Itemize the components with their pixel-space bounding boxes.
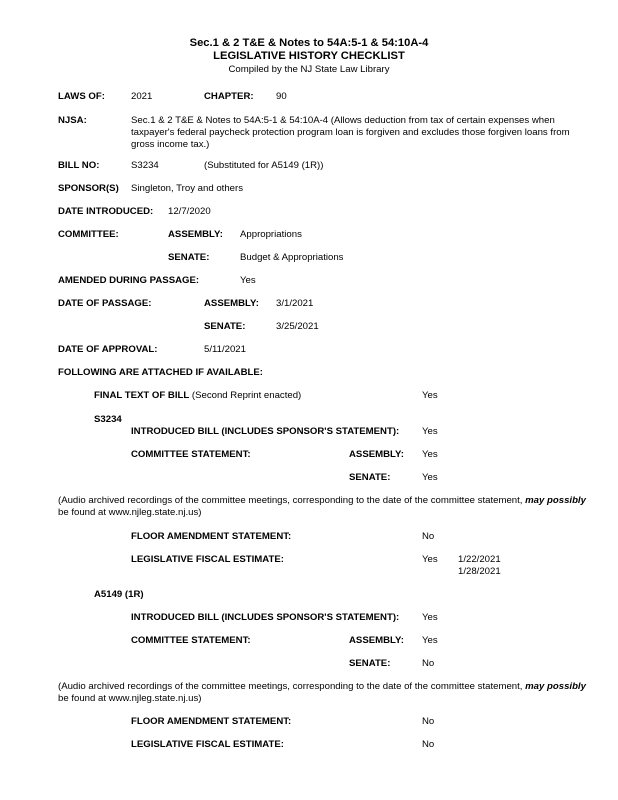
- s-introduced-value: Yes: [422, 426, 438, 437]
- bill-no-label: BILL NO:: [58, 160, 100, 171]
- s-bill-heading: S3234: [94, 414, 122, 425]
- bill-no-value: S3234: [131, 160, 159, 171]
- s-committee-label: COMMITTEE STATEMENT:: [131, 449, 251, 460]
- s-floor-label: FLOOR AMENDMENT STATEMENT:: [131, 531, 292, 542]
- committee-assembly-value: Appropriations: [240, 229, 302, 240]
- chapter-value: 90: [276, 91, 287, 102]
- s-committee-assembly-value: Yes: [422, 449, 438, 460]
- a-fiscal-value: No: [422, 739, 435, 750]
- a-committee-assembly-label: ASSEMBLY:: [349, 635, 404, 646]
- bill-no-note: (Substituted for A5149 (1R)): [204, 160, 324, 171]
- s-audio-note-line1: (Audio archived recordings of the committee meetings, corresponding to the date of the committee statement, may possibly: [58, 495, 586, 506]
- sponsors-value: Singleton, Troy and others: [131, 183, 243, 194]
- final-text-note: (Second Reprint enacted): [191, 390, 302, 401]
- sponsors-label: SPONSOR(S): [58, 183, 119, 194]
- passage-label: DATE OF PASSAGE:: [58, 298, 152, 309]
- s-audio-note-line2: be found at www.njleg.state.nj.us): [58, 507, 202, 518]
- chapter-label: CHAPTER:: [204, 91, 254, 102]
- a-audio-emphasis: may possibly: [525, 681, 586, 692]
- committee-label: COMMITTEE:: [58, 229, 119, 240]
- date-introduced-label: DATE INTRODUCED:: [58, 206, 154, 217]
- s-committee-assembly-label: ASSEMBLY:: [349, 449, 404, 460]
- s-fiscal-label: LEGISLATIVE FISCAL ESTIMATE:: [131, 554, 284, 565]
- a-audio-note-line1: (Audio archived recordings of the committee meetings, corresponding to the date of the committee statement, may possibly: [58, 681, 586, 692]
- s-introduced-label: INTRODUCED BILL (INCLUDES SPONSOR'S STATEMENT):: [131, 426, 400, 437]
- passage-senate-label: SENATE:: [204, 321, 246, 332]
- a-introduced-label: INTRODUCED BILL (INCLUDES SPONSOR'S STATEMENT):: [131, 612, 400, 623]
- s-committee-senate-label: SENATE:: [349, 472, 391, 483]
- document-subtitle: LEGISLATIVE HISTORY CHECKLIST: [213, 50, 405, 62]
- committee-senate-value: Budget & Appropriations: [240, 252, 344, 263]
- a-committee-senate-label: SENATE:: [349, 658, 391, 669]
- a-floor-value: No: [422, 716, 435, 727]
- committee-senate-label: SENATE:: [168, 252, 210, 263]
- s-fiscal-value: Yes: [422, 554, 438, 565]
- laws-of-label: LAWS OF:: [58, 91, 105, 102]
- a-committee-assembly-value: Yes: [422, 635, 438, 646]
- final-text-value: Yes: [422, 390, 438, 401]
- laws-of-value: 2021: [131, 91, 153, 102]
- a-committee-senate-value: No: [422, 658, 435, 669]
- passage-senate-value: 3/25/2021: [276, 321, 319, 332]
- attached-heading: FOLLOWING ARE ATTACHED IF AVAILABLE:: [58, 367, 263, 378]
- s-floor-value: No: [422, 531, 435, 542]
- amended-value: Yes: [240, 275, 256, 286]
- passage-assembly-value: 3/1/2021: [276, 298, 314, 309]
- compiled-by: Compiled by the NJ State Law Library: [228, 64, 390, 75]
- amended-label: AMENDED DURING PASSAGE:: [58, 275, 200, 286]
- passage-assembly-label: ASSEMBLY:: [204, 298, 259, 309]
- approval-label: DATE OF APPROVAL:: [58, 344, 158, 355]
- a-committee-label: COMMITTEE STATEMENT:: [131, 635, 251, 646]
- a-floor-label: FLOOR AMENDMENT STATEMENT:: [131, 716, 292, 727]
- s-fiscal-date-2: 1/28/2021: [458, 566, 501, 577]
- a-audio-note-line2: be found at www.njleg.state.nj.us): [58, 693, 202, 704]
- approval-value: 5/11/2021: [204, 344, 246, 355]
- s-audio-emphasis: may possibly: [525, 495, 586, 506]
- a-fiscal-label: LEGISLATIVE FISCAL ESTIMATE:: [131, 739, 284, 750]
- njsa-label: NJSA:: [58, 115, 87, 126]
- final-text-row: [94, 390, 301, 401]
- document-title: Sec.1 & 2 T&E & Notes to 54A:5-1 & 54:10A-4: [189, 37, 429, 49]
- date-introduced-value: 12/7/2020: [168, 206, 211, 217]
- committee-assembly-label: ASSEMBLY:: [168, 229, 223, 240]
- s-fiscal-date-1: 1/22/2021: [458, 554, 501, 565]
- final-text-label: FINAL TEXT OF BILL: [94, 390, 190, 401]
- s-committee-senate-value: Yes: [422, 472, 438, 483]
- a-introduced-value: Yes: [422, 612, 438, 623]
- njsa-value: Sec.1 & 2 T&E & Notes to 54A:5-1 & 54:10A-4 (Allows deduction from tax of certain expenses when taxpayer's federal paycheck protection program loan is forgiven and excludes those forgiven loans from gross income tax.): [131, 115, 570, 150]
- a-bill-heading: A5149 (1R): [94, 589, 144, 600]
